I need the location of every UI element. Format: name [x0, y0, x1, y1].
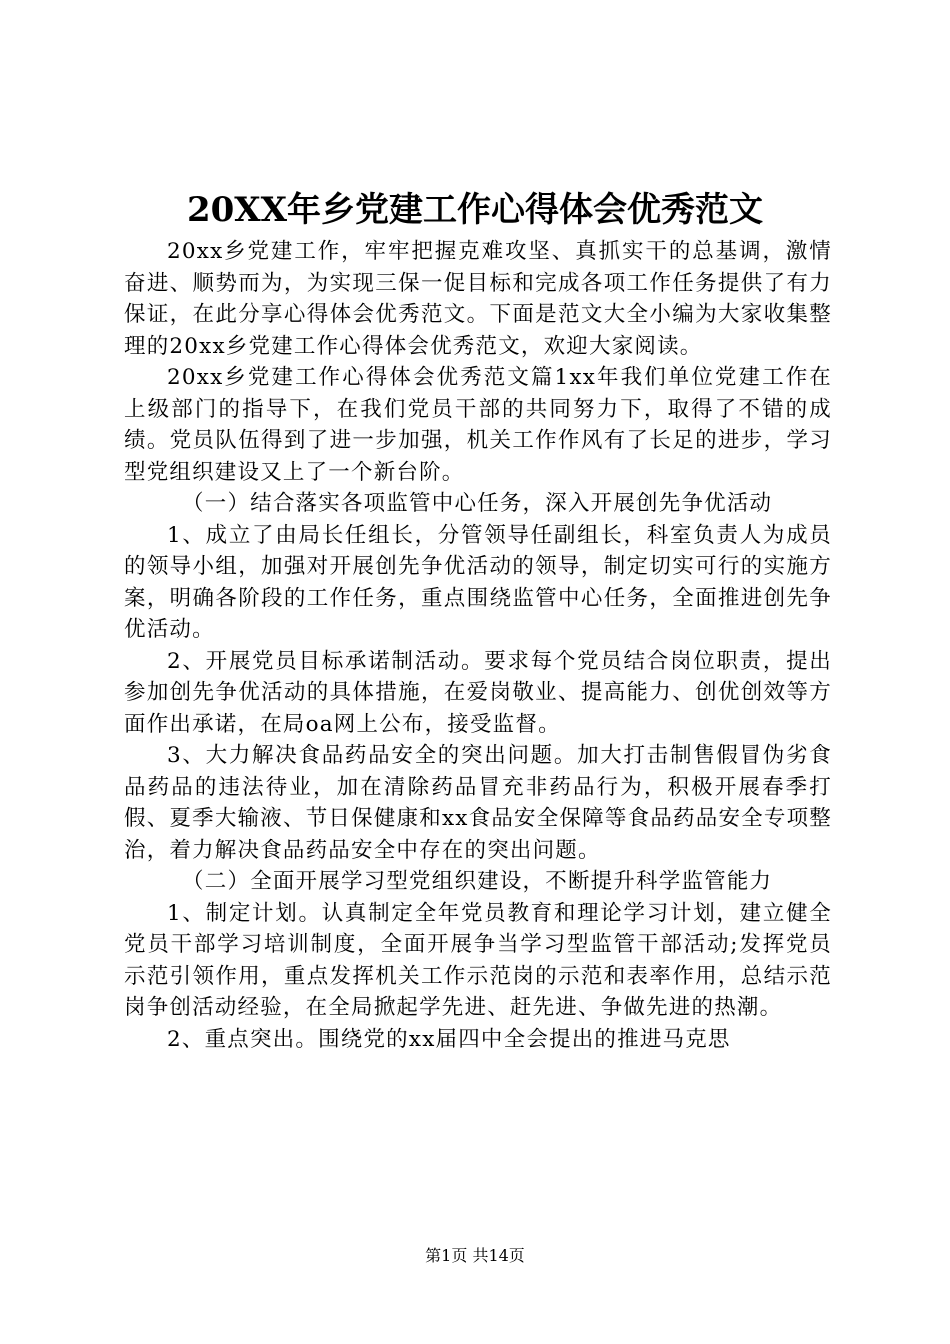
page-footer: 第1页 共14页: [425, 1246, 525, 1265]
paragraph: 20xx乡党建工作，牢牢把握克难攻坚、真抓实干的总基调，激情奋进、顺势而为，为实现三保一促目标和完成各项工作任务提供了有力保证，在此分享心得体会优秀范文。下面是范文大全小编为大家收集整理的20xx乡党建工作心得体会优秀范文，欢迎大家阅读。: [124, 239, 832, 359]
section-heading: （一）结合落实各项监管中心任务，深入开展创先争优活动: [182, 491, 773, 516]
paragraph: 1、成立了由局长任组长，分管领导任副组长，科室负责人为成员的领导小组，加强对开展创先争优活动的领导，制定切实可行的实施方案，明确各阶段的工作任务，重点围绕监管中心任务，全面推进创先争优活动。: [124, 522, 832, 642]
document-title: 20XX年乡党建工作心得体会优秀范文: [186, 190, 764, 230]
paragraph: 3、大力解决食品药品安全的突出问题。加大打击制售假冒伪劣食品药品的违法待业，加在清除药品冒充非药品行为，积极开展春季打假、夏季大输液、节日保健康和xx食品安全保障等食品药品安全专项整治，着力解决食品药品安全中存在的突出问题。: [124, 743, 832, 863]
paragraph: 1、制定计划。认真制定全年党员教育和理论学习计划，建立健全党员干部学习培训制度，全面开展争当学习型监管干部活动;发挥党员示范引领作用，重点发挥机关工作示范岗的示范和表率作用，总结示范岗争创活动经验，在全局掀起学先进、赶先进、争做先进的热潮。: [124, 900, 832, 1020]
paragraph: 2、重点突出。围绕党的xx届四中全会提出的推进马克思: [167, 1026, 731, 1052]
paragraph: 2、开展党员目标承诺制活动。要求每个党员结合岗位职责，提出参加创先争优活动的具体措施，在爱岗敬业、提高能力、创优创效等方面作出承诺，在局oa网上公布，接受监督。: [124, 648, 832, 737]
section-heading: （二）全面开展学习型党组织建设，不断提升科学监管能力: [182, 869, 773, 894]
document-body: [124, 236, 832, 1055]
paragraph: 20xx乡党建工作心得体会优秀范文篇1xx年我们单位党建工作在上级部门的指导下，在我们党员干部的共同努力下，取得了不错的成绩。党员队伍得到了进一步加强，机关工作作风有了长足的进步，学习型党组织建设又上了一个新台阶。: [124, 365, 832, 485]
